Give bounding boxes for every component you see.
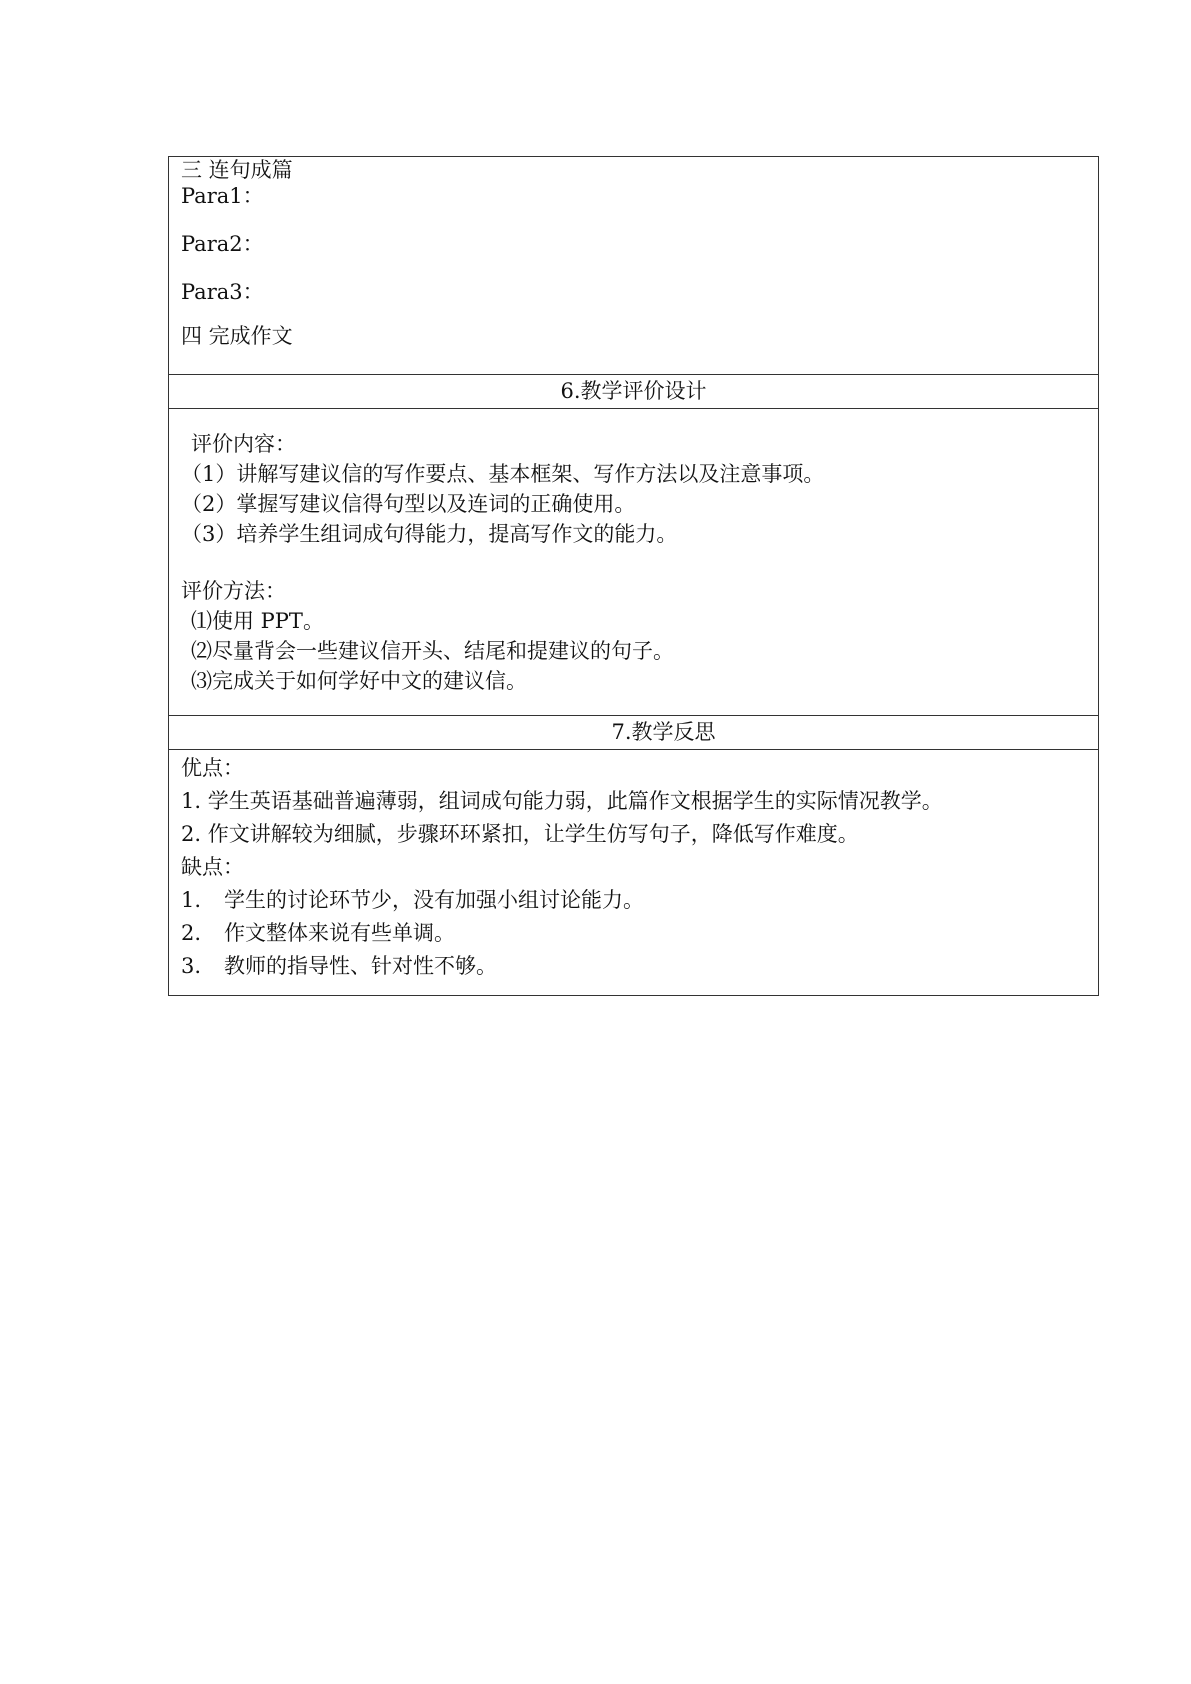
para3-label: Para3： xyxy=(181,280,264,304)
evaluation-method-label: 评价方法： xyxy=(181,579,286,603)
evaluation-title: 6.教学评价设计 xyxy=(560,379,707,403)
cons-item xyxy=(181,917,1098,950)
evaluation-content-item: （2）掌握写建议信得句型以及连词的正确使用。 xyxy=(181,492,636,516)
pros-label: 优点： xyxy=(181,756,244,780)
finish-heading: 四 完成作文 xyxy=(181,324,293,348)
para1-label: Para1： xyxy=(181,184,264,208)
cons-item xyxy=(181,884,1098,917)
evaluation-header xyxy=(169,375,1098,409)
cons-item-text: 教师的指导性、针对性不够。 xyxy=(224,954,497,978)
cons-item-number: 2. xyxy=(181,921,202,945)
cons-item xyxy=(181,950,1098,983)
evaluation-content-label: 评价内容： xyxy=(191,432,296,456)
cons-label: 缺点： xyxy=(181,855,244,879)
cons-item-text: 学生的讨论环节少，没有加强小组讨论能力。 xyxy=(224,888,644,912)
evaluation-method-item: ⑴使用 PPT。 xyxy=(191,609,324,633)
evaluation-content-item: （3）培养学生组词成句得能力，提高写作文的能力。 xyxy=(181,522,678,546)
evaluation-method-item: ⑶完成关于如何学好中文的建议信。 xyxy=(191,669,527,693)
pros-item: 2. 作文讲解较为细腻，步骤环环紧扣，让学生仿写句子，降低写作难度。 xyxy=(181,822,859,846)
writing-heading: 三 连句成篇 xyxy=(181,158,293,182)
reflection-section xyxy=(169,750,1098,995)
reflection-header xyxy=(169,716,1098,750)
evaluation-content-item: （1）讲解写建议信的写作要点、基本框架、写作方法以及注意事项。 xyxy=(181,462,825,486)
evaluation-method-item: ⑵尽量背会一些建议信开头、结尾和提建议的句子。 xyxy=(191,639,674,663)
pros-item: 1. 学生英语基础普遍薄弱，组词成句能力弱，此篇作文根据学生的实际情况教学。 xyxy=(181,789,943,813)
reflection-title: 7.教学反思 xyxy=(611,720,716,744)
cons-item-number: 3. xyxy=(181,954,202,978)
evaluation-section xyxy=(169,409,1098,716)
lesson-plan-table xyxy=(168,156,1099,996)
para2-label: Para2： xyxy=(181,232,264,256)
cons-item-text: 作文整体来说有些单调。 xyxy=(224,921,455,945)
writing-section xyxy=(169,157,1098,375)
cons-item-number: 1. xyxy=(181,888,202,912)
